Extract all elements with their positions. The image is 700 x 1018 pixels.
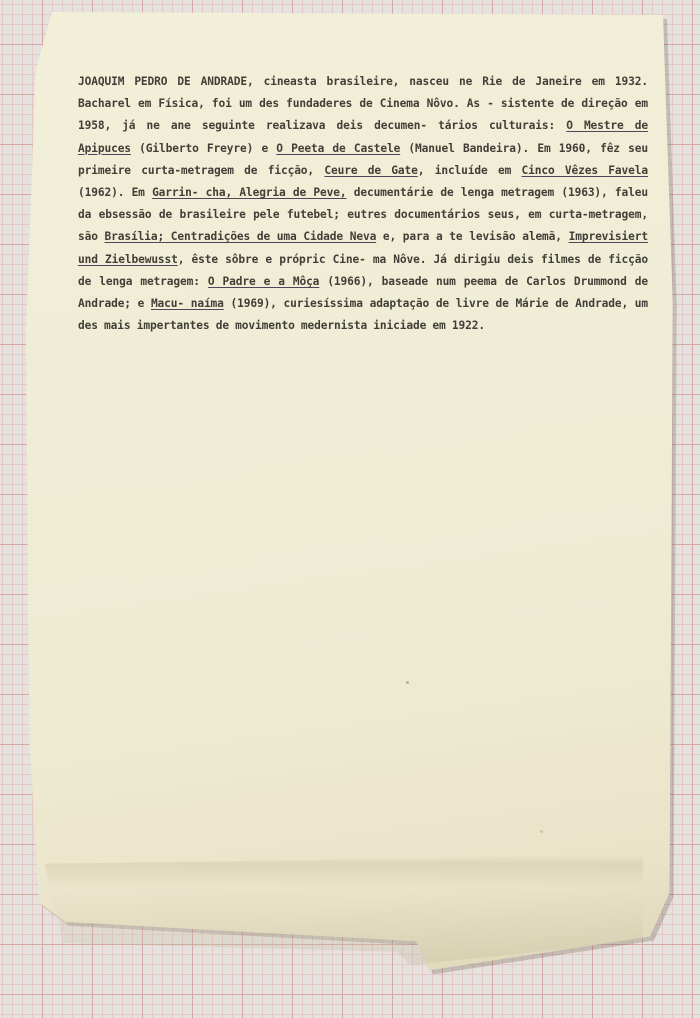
text-run: decumentárie de lenga metragem (1963), faleu da ebsessão de brasileire pele futebel; eutres documentários seus, em curta-metragem, são bbox=[78, 186, 648, 244]
text-run: , êste sôbre e própric Cine- ma Nôve. Já dirigiu deis filmes de ficção de lenga metragem: bbox=[78, 252, 648, 288]
text-run: (1966), baseade num peema de Carlos Drummond de Andrade; e bbox=[78, 274, 649, 311]
text-run: (1962). Em bbox=[78, 186, 153, 200]
text-run: e, para a te levisão alemã, bbox=[376, 230, 569, 244]
film-title-macunaima: Macu- naíma bbox=[150, 297, 224, 311]
film-title-apipuces: O Mestre de Apipuces bbox=[78, 119, 648, 155]
text-run: (1969), curiesíssima adaptação de livre de Márie de Andrade, um des mais impertantes de movimento medernista iniciade em 1922. bbox=[78, 297, 648, 333]
film-title-garrincha: Garrin- cha, Alegria de Peve, bbox=[152, 186, 347, 200]
film-title-couro-gato: Ceure de Gate bbox=[324, 163, 418, 177]
text-run: (Gilberto Freyre) e bbox=[130, 141, 277, 155]
film-title-brasilia: Brasília; Centradições de uma Cidade Neva bbox=[104, 230, 377, 244]
text-run: JOAQUIM PEDRO DE ANDRADE, cineasta brasileire, nasceu ne Rie de Janeire em 1932. Bacharel em Física, foi um des fundaderes de Cinema Nôvo. As - sistente de direção em 1958, já ne ane seguinte realizava deis decumen- tários culturais: bbox=[78, 75, 648, 133]
paper-speck bbox=[540, 830, 543, 833]
typed-paragraph bbox=[78, 71, 648, 337]
paper-fold bbox=[32, 855, 662, 965]
paper-speck bbox=[406, 681, 409, 684]
film-title-poeta-castelo: O Peeta de Castele bbox=[276, 141, 401, 155]
film-title-padre-moca: O Padre e a Môça bbox=[207, 274, 320, 288]
film-title-improvisiert: Imprevisiert und Zielbewusst bbox=[78, 230, 648, 266]
film-title-cinco-vezes-favela: Cinco Vêzes Favela bbox=[521, 163, 649, 177]
text-run: , incluíde em bbox=[417, 163, 522, 177]
text-run: (Manuel Bandeira). Em 1960, fêz seu primeire curta-metragem de ficção, bbox=[78, 141, 648, 177]
